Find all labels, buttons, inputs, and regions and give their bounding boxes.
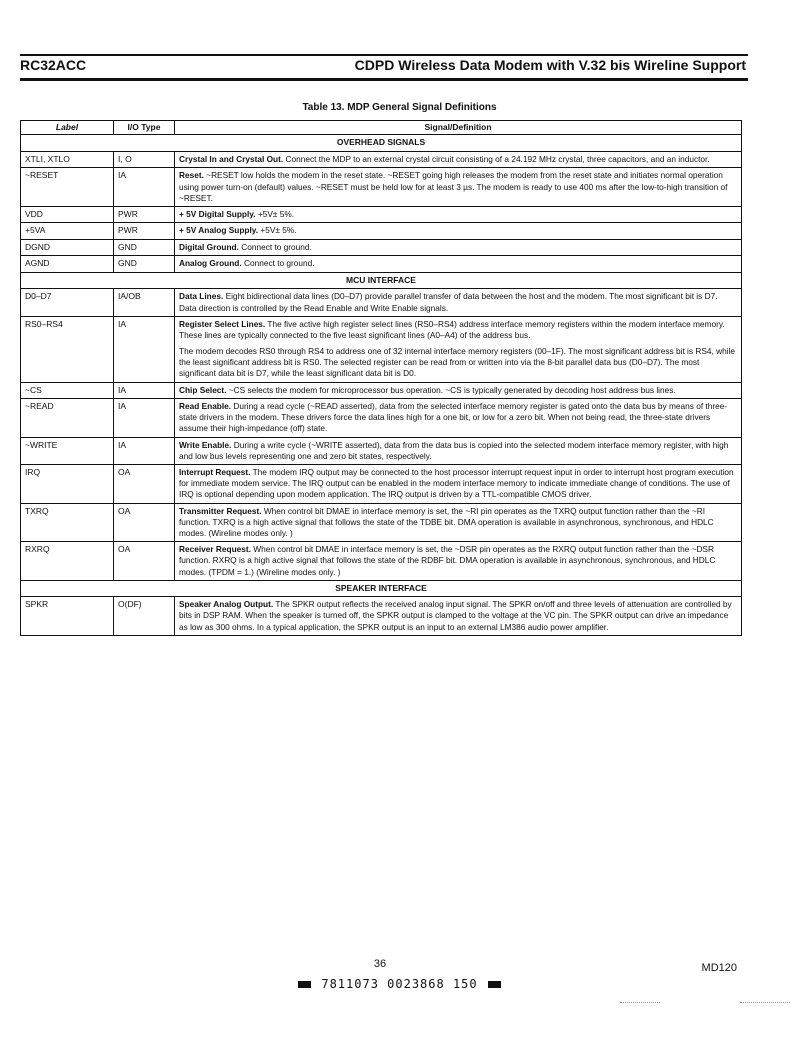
table-row bbox=[21, 597, 742, 636]
signal-description: +5V± 5%. bbox=[260, 225, 297, 236]
signal-label: ~RESET bbox=[21, 168, 114, 207]
signal-name: Transmitter Request. bbox=[179, 505, 262, 516]
column-header-io-type: I/O Type bbox=[114, 121, 175, 135]
table-row bbox=[21, 503, 742, 542]
signal-io-type: GND bbox=[114, 239, 175, 255]
signal-name: Chip Select. bbox=[179, 384, 227, 395]
page-number: 36 bbox=[373, 958, 387, 970]
signal-label: ~WRITE bbox=[21, 437, 114, 464]
section-row bbox=[21, 580, 742, 596]
header-part-number: RC32ACC bbox=[20, 57, 87, 73]
signal-name: Write Enable. bbox=[179, 439, 232, 450]
signal-definition bbox=[175, 223, 742, 239]
barcode-line bbox=[0, 977, 799, 991]
section-speaker: SPEAKER INTERFACE bbox=[21, 580, 742, 596]
signal-name: Register Select Lines. bbox=[179, 318, 266, 329]
signal-definition bbox=[175, 503, 742, 542]
signal-definition bbox=[175, 256, 742, 272]
barcode-text: 7811073 0023868 150 bbox=[321, 977, 478, 991]
signal-definition bbox=[175, 382, 742, 398]
signal-io-type: I, O bbox=[114, 151, 175, 167]
table-header-row bbox=[21, 121, 742, 135]
signal-label: IRQ bbox=[21, 465, 114, 504]
signal-name: Analog Ground. bbox=[179, 258, 242, 269]
signal-name: Read Enable. bbox=[179, 401, 232, 412]
signal-label: VDD bbox=[21, 206, 114, 222]
signal-description: When control bit DMAE in interface memory is set, the ~RI pin operates as the TXRQ output function rather than the ~RI function. TXRQ is a high active signal that follows the state of the TDBE bit. DMA operation is available in asynchronous, synchronous, and HDLC modes. (Wireline modes only. ) bbox=[179, 505, 714, 538]
signal-description-paragraph-2: The modem decodes RS0 through RS4 to address one of 32 internal interface memory registers (00–1F). The most significant address bit is RS4, while the least significant address bit is RS0. The selected register can be read from or written into via the 8-bit parallel data bus (D0–D7). The most significant data bit is D7, while the least significant data bit is D0. bbox=[179, 346, 736, 379]
section-row bbox=[21, 135, 742, 151]
signal-definitions-table bbox=[20, 120, 742, 636]
scan-mark bbox=[620, 1002, 660, 1004]
signal-name: Interrupt Request. bbox=[179, 467, 251, 478]
table-row bbox=[21, 168, 742, 207]
signal-definition bbox=[175, 437, 742, 464]
signal-name: Speaker Analog Output. bbox=[179, 599, 274, 610]
signal-definition bbox=[175, 168, 742, 207]
signal-description: Connect to ground. bbox=[241, 241, 312, 252]
table-row bbox=[21, 542, 742, 581]
signal-description: During a write cycle (~WRITE asserted), data from the data bus is copied into the selected modem interface memory register, with high and low bus levels representing one and zero bit states, respectively. bbox=[179, 439, 729, 461]
signal-description: +5V± 5%. bbox=[257, 208, 295, 219]
signal-label: AGND bbox=[21, 256, 114, 272]
table-row bbox=[21, 382, 742, 398]
table-row bbox=[21, 239, 742, 255]
table-row bbox=[21, 151, 742, 167]
signal-definition bbox=[175, 289, 742, 316]
signal-io-type: IA/OB bbox=[114, 289, 175, 316]
signal-label: RXRQ bbox=[21, 542, 114, 581]
section-mcu: MCU INTERFACE bbox=[21, 272, 742, 288]
section-row bbox=[21, 272, 742, 288]
signal-label: DGND bbox=[21, 239, 114, 255]
signal-description: During a read cycle (~READ asserted), data from the selected interface memory register is gated onto the data bus by means of three-state drivers in the modem. These drivers force the data lines high for a one bit, or low for a zero bit. When not being read, the three-state drivers assume their high-impedance (off) state. bbox=[179, 401, 728, 434]
signal-label: D0–D7 bbox=[21, 289, 114, 316]
signal-io-type: O(DF) bbox=[114, 597, 175, 636]
signal-definition bbox=[175, 239, 742, 255]
signal-description: ~RESET low holds the modem in the reset state. ~RESET going high releases the modem from the reset state and initiates normal operation using power turn-on (default) values. ~RESET must be held low for at least 3 µs. The modem is ready to use 400 ms after the low-to-high transition of ~RESET. bbox=[179, 170, 728, 203]
table-row bbox=[21, 206, 742, 222]
signal-io-type: IA bbox=[114, 316, 175, 382]
section-overhead: OVERHEAD SIGNALS bbox=[21, 135, 742, 151]
signal-label: XTLI, XTLO bbox=[21, 151, 114, 167]
page-header bbox=[20, 54, 748, 81]
table-caption: Table 13. MDP General Signal Definitions bbox=[302, 102, 497, 113]
signal-io-type: IA bbox=[114, 168, 175, 207]
signal-label: RS0–RS4 bbox=[21, 316, 114, 382]
signal-definition bbox=[175, 597, 742, 636]
signal-io-type: PWR bbox=[114, 223, 175, 239]
signal-io-type: PWR bbox=[114, 206, 175, 222]
header-title: CDPD Wireless Data Modem with V.32 bis Wireline Support bbox=[354, 57, 746, 73]
signal-io-type: GND bbox=[114, 256, 175, 272]
scan-mark bbox=[740, 1002, 790, 1004]
column-header-definition: Signal/Definition bbox=[175, 121, 742, 135]
signal-description: The five active high register select lines (RS0–RS4) address interface memory registers within the modem interface memory. These lines are typically connected to the five least significant lines (A0–A4) of the address bus. bbox=[179, 318, 725, 340]
signal-definition bbox=[175, 151, 742, 167]
signal-io-type: OA bbox=[114, 465, 175, 504]
document-id: MD120 bbox=[701, 962, 737, 974]
table-row bbox=[21, 399, 742, 438]
signal-label: SPKR bbox=[21, 597, 114, 636]
signal-description: Eight bidirectional data lines (D0–D7) provide parallel transfer of data between the host and the modem. The most significant bit is D7. Data direction is controlled by the Read Enable and Write Enable signals. bbox=[179, 291, 718, 313]
signal-name: + 5V Analog Supply. bbox=[179, 225, 259, 236]
signal-label: ~CS bbox=[21, 382, 114, 398]
table-row bbox=[21, 289, 742, 316]
signal-definition bbox=[175, 542, 742, 581]
signal-io-type: IA bbox=[114, 437, 175, 464]
table-row bbox=[21, 316, 742, 382]
table-row bbox=[21, 437, 742, 464]
signal-name: Crystal In and Crystal Out. bbox=[179, 153, 284, 164]
signal-io-type: OA bbox=[114, 542, 175, 581]
signal-io-type: OA bbox=[114, 503, 175, 542]
signal-description: The modem IRQ output may be connected to the host processor interrupt request input in order to interrupt host program execution for immediate modem service. The IRQ output can be enabled in the modem interface memory to indicate immediate change of conditions. The use of IRQ is optional depending upon modem application. The IRQ output is driven by a TTL-compatible CMOS driver. bbox=[179, 467, 734, 500]
table-row bbox=[21, 223, 742, 239]
signal-definition bbox=[175, 206, 742, 222]
signal-description: Connect to ground. bbox=[244, 258, 315, 269]
table-row bbox=[21, 465, 742, 504]
signal-label: +5VA bbox=[21, 223, 114, 239]
signal-label: TXRQ bbox=[21, 503, 114, 542]
barcode-block-left bbox=[298, 981, 311, 988]
signal-description: ~CS selects the modem for microprocessor bus operation. ~CS is typically generated by decoding host address bus lines. bbox=[228, 384, 676, 395]
signal-name: Digital Ground. bbox=[179, 241, 239, 252]
signal-definition bbox=[175, 316, 742, 382]
signal-label: ~READ bbox=[21, 399, 114, 438]
signal-io-type: IA bbox=[114, 382, 175, 398]
column-header-label: Label bbox=[21, 121, 114, 135]
signal-io-type: IA bbox=[114, 399, 175, 438]
signal-definition bbox=[175, 399, 742, 438]
signal-description: The SPKR output reflects the received analog input signal. The SPKR on/off and three levels of attenuation are controlled by bits in DSP RAM. When the speaker is turned off, the SPKR output is clamped to the voltage at the VC pin. The SPKR output can drive an impedance as low as 300 ohms. In a typical application, the SPKR output is an input to an external LM386 audio power amplifier. bbox=[179, 599, 732, 632]
signal-description: When control bit DMAE in interface memory is set, the ~DSR pin operates as the RXRQ output function rather than the ~DSR function. RXRQ is a high active signal that follows the state of the RDBF bit. DMA operation is available in asynchronous, synchronous, and HDLC modes. (TPDM = 1.) (Wireline modes only. ) bbox=[179, 544, 716, 577]
barcode-block-right bbox=[488, 981, 501, 988]
signal-description: Connect the MDP to an external crystal circuit consisting of a 24.192 MHz crystal, three capacitors, and an inductor. bbox=[285, 153, 710, 164]
table-row bbox=[21, 256, 742, 272]
signal-name: + 5V Digital Supply. bbox=[179, 208, 256, 219]
signal-name: Data Lines. bbox=[179, 291, 224, 302]
signal-definition bbox=[175, 465, 742, 504]
signal-name: Reset. bbox=[179, 170, 204, 181]
signal-name: Receiver Request. bbox=[179, 544, 251, 555]
